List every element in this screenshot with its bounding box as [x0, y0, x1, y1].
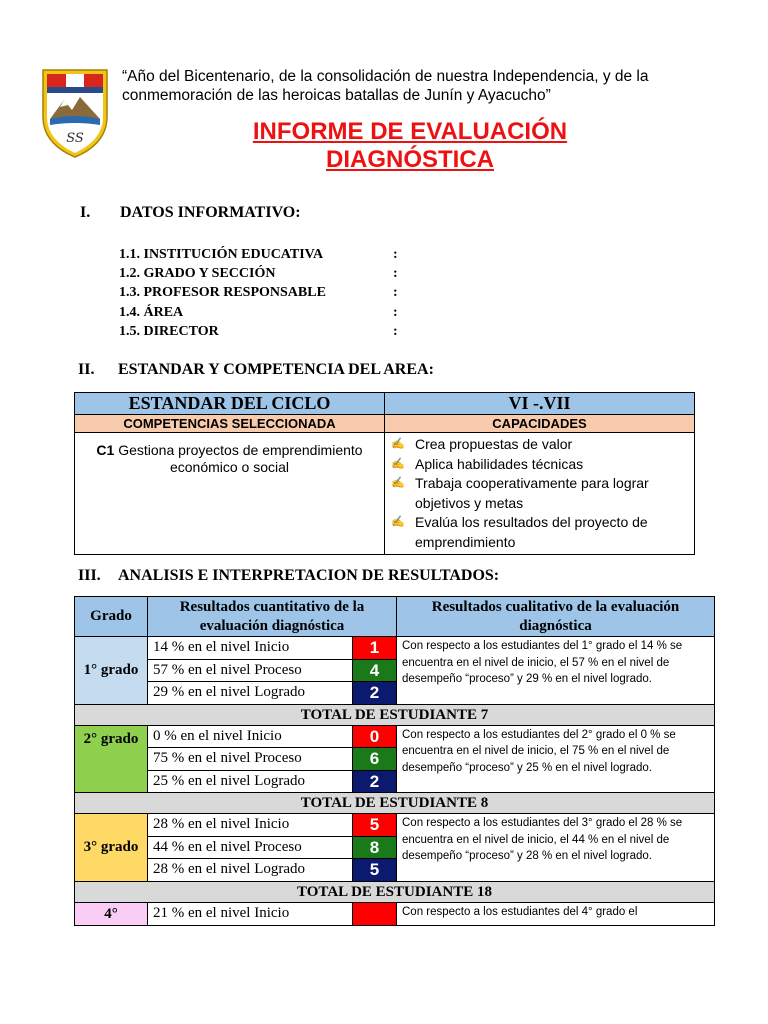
document-title: INFORME DE EVALUACIÓN DIAGNÓSTICA: [252, 118, 568, 173]
count-badge: 0: [353, 725, 397, 748]
count-badge: [353, 902, 397, 925]
qualitative-text: Con respecto a los estudiantes del 4° grado el: [397, 902, 715, 925]
estandar-header: ESTANDAR DEL CICLO: [75, 393, 385, 415]
field-colon: :: [393, 247, 398, 262]
datos-informativo-list: [119, 245, 398, 341]
field-colon: :: [393, 266, 398, 282]
field-label: 1.2. GRADO Y SECCIÓN: [119, 266, 276, 282]
section-3-number: III.: [78, 567, 101, 584]
capacity-item: [391, 455, 692, 475]
total-text: TOTAL DE ESTUDIANTE 8: [75, 793, 715, 814]
level-text: 75 % en el nivel Proceso: [148, 748, 353, 771]
level-text: 44 % en el nivel Proceso: [148, 836, 353, 859]
grado-column-header: Grado: [75, 597, 148, 637]
level-text: 29 % en el nivel Logrado: [148, 682, 353, 705]
count-badge: 2: [353, 682, 397, 705]
svg-text:SS: SS: [66, 131, 84, 146]
datos-field: [119, 245, 398, 264]
ciclo-header: VI -.VII: [385, 393, 695, 415]
school-crest-logo: [40, 67, 110, 159]
capacity-item: [391, 435, 692, 455]
section-3-title: ANALISIS E INTERPRETACION DE RESULTADOS:: [118, 567, 500, 584]
field-label: 1.5. DIRECTOR: [119, 323, 219, 339]
writing-hand-icon: ✍: [391, 516, 405, 528]
count-badge: 8: [353, 836, 397, 859]
capacities-cell: [385, 433, 695, 555]
field-label: 1.3. PROFESOR RESPONSABLE: [119, 285, 326, 301]
competency-text: Gestiona proyectos de emprendimiento económico o social: [118, 442, 363, 475]
capacity-item: [391, 474, 692, 513]
datos-field: [119, 303, 398, 322]
qualitative-text: Con respecto a los estudiantes del 3° grado el 28 % se encuentra en el nivel de inicio, el 44 % en el nivel de desempeño “proceso” y 28 % en el nivel logrado.: [397, 814, 715, 882]
quantitative-column-header: Resultados cuantitativo de la evaluación diagnóstica: [148, 597, 397, 637]
section-2-heading: [78, 361, 434, 379]
level-text: 21 % en el nivel Inicio: [148, 902, 353, 925]
datos-field: [119, 283, 398, 302]
table-row: [75, 637, 715, 660]
section-1-number: I.: [80, 204, 91, 221]
count-badge: 5: [353, 814, 397, 837]
level-text: 28 % en el nivel Logrado: [148, 859, 353, 882]
section-1-title: DATOS INFORMATIVO:: [120, 204, 301, 221]
count-badge: 1: [353, 637, 397, 660]
total-row: [75, 881, 715, 902]
writing-hand-icon: ✍: [391, 477, 405, 489]
qualitative-text: Con respecto a los estudiantes del 1° grado el 14 % se encuentra en el nivel de inicio, el 57 % en el nivel de desempeño “proceso” y 29 % en el nivel logrado.: [397, 637, 715, 705]
capacity-text: Evalúa los resultados del proyecto de emprendimiento: [415, 514, 648, 550]
datos-field: [119, 264, 398, 283]
field-colon: :: [393, 285, 398, 301]
grade-cell: 4°: [75, 902, 148, 925]
writing-hand-icon: ✍: [391, 438, 405, 450]
total-row: [75, 704, 715, 725]
capacity-text: Trabaja cooperativamente para lograr objetivos y metas: [415, 475, 649, 511]
results-table: [74, 596, 715, 926]
total-row: [75, 793, 715, 814]
level-text: 25 % en el nivel Logrado: [148, 770, 353, 793]
competency-cell: [75, 433, 385, 555]
datos-field: [119, 322, 398, 341]
field-label: 1.1. INSTITUCIÓN EDUCATIVA: [119, 247, 324, 262]
table-row: [75, 814, 715, 837]
level-text: 14 % en el nivel Inicio: [148, 637, 353, 660]
level-text: 0 % en el nivel Inicio: [148, 725, 353, 748]
count-badge: 2: [353, 770, 397, 793]
count-badge: 6: [353, 748, 397, 771]
standard-competency-table: [74, 392, 695, 555]
field-colon: :: [393, 323, 398, 339]
total-text: TOTAL DE ESTUDIANTE 7: [75, 704, 715, 725]
capacity-item: [391, 513, 692, 552]
year-motto: “Año del Bicentenario, de la consolidación de nuestra Independencia, y de la conmemoración de las heroicas batallas de Junín y Ayacucho”: [122, 68, 649, 104]
count-badge: 4: [353, 659, 397, 682]
field-colon: :: [393, 304, 398, 320]
qualitative-text: Con respecto a los estudiantes del 2° grado el 0 % se encuentra en el nivel de inicio, el 75 % en el nivel de desempeño “proceso” y 25 % en el nivel logrado.: [397, 725, 715, 793]
count-badge: 5: [353, 859, 397, 882]
grade-cell: 2° grado: [75, 725, 148, 793]
grade-cell: 3° grado: [75, 814, 148, 882]
writing-hand-icon: ✍: [391, 457, 405, 470]
table-row: [75, 902, 715, 925]
total-text: TOTAL DE ESTUDIANTE 18: [75, 881, 715, 902]
section-2-number: II.: [78, 361, 95, 378]
section-1-heading: [80, 204, 301, 222]
section-2-title: ESTANDAR Y COMPETENCIA DEL AREA:: [118, 361, 434, 378]
capacidades-header: CAPACIDADES: [385, 415, 695, 433]
level-text: 57 % en el nivel Proceso: [148, 659, 353, 682]
level-text: 28 % en el nivel Inicio: [148, 814, 353, 837]
qualitative-column-header: Resultados cualitativo de la evaluación diagnóstica: [397, 597, 715, 637]
grade-cell: 1° grado: [75, 637, 148, 705]
section-3-heading: [78, 567, 499, 585]
competencias-header: COMPETENCIAS SELECCIONADA: [75, 415, 385, 433]
competency-code: C1: [96, 442, 115, 458]
capacity-text: Aplica habilidades técnicas: [415, 455, 584, 472]
table-row: [75, 725, 715, 748]
capacity-text: Crea propuestas de valor: [415, 436, 573, 452]
field-label: 1.4. ÁREA: [119, 304, 184, 320]
